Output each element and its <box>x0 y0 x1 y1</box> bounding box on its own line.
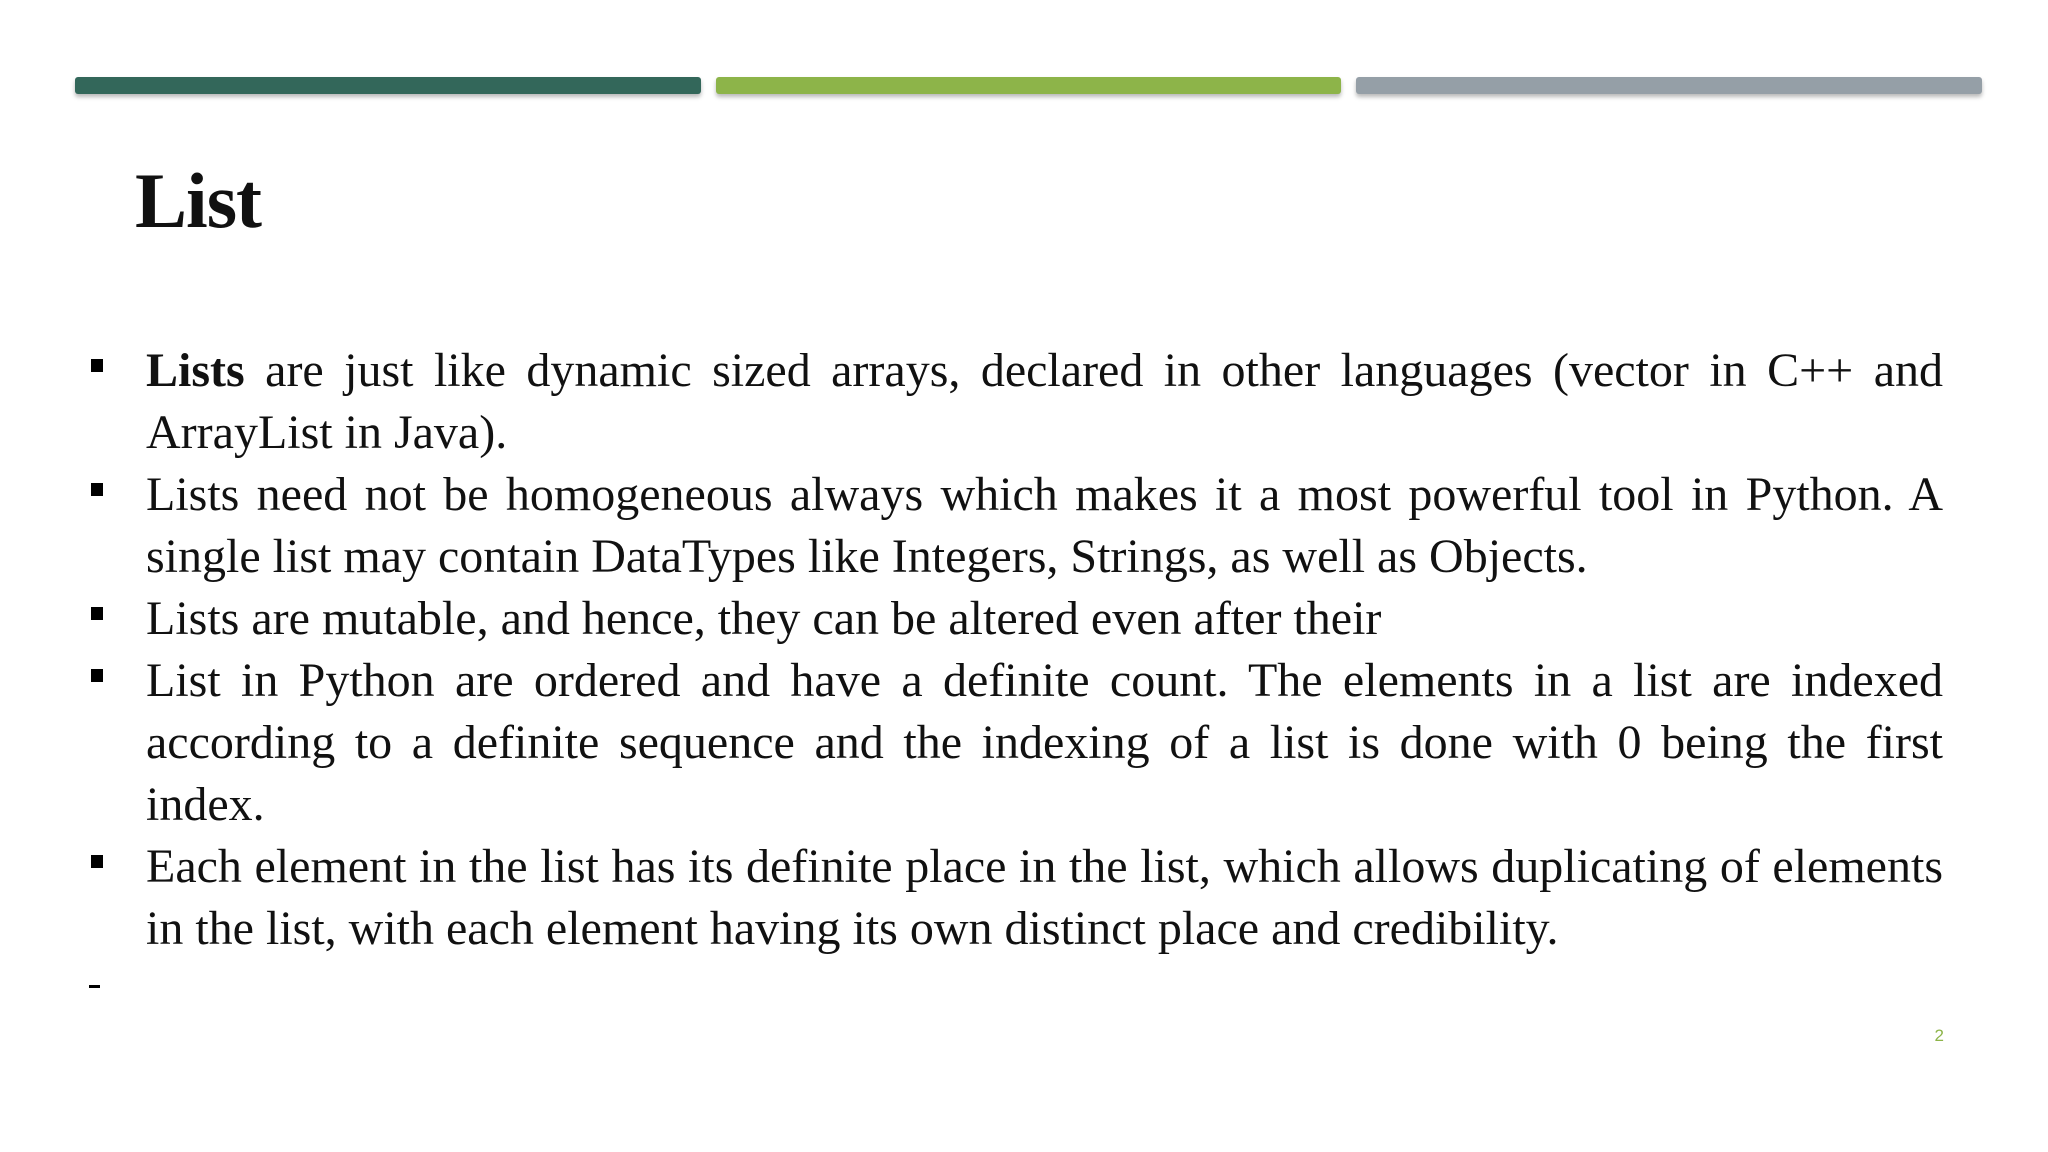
bullet-item-mutable <box>146 588 1943 650</box>
bullet-item-ordered <box>146 650 1943 836</box>
bullet-item-lists-definition <box>146 340 1943 464</box>
bullet-bold-lead: Lists <box>146 344 245 397</box>
bullet-text: Lists need not be homogeneous always which makes it a most powerful tool in Python. A single list may contain DataTypes like Integers, Strings, as well as Objects. <box>146 468 1943 583</box>
accent-bar-gray <box>1356 77 1982 94</box>
bullet-text: are just like dynamic sized arrays, declared in other languages (vector in C++ and ArrayList in Java). <box>146 344 1943 459</box>
bullet-item-homogeneous <box>146 464 1943 588</box>
square-bullet-icon <box>91 483 103 496</box>
bullet-item-duplicates <box>146 836 1943 960</box>
bullet-text: Lists are mutable, and hence, they can be altered even after their <box>146 592 1382 645</box>
slide-title: List <box>135 157 262 244</box>
bullet-list <box>146 340 1943 960</box>
accent-bar-dark-green <box>75 77 701 94</box>
square-bullet-icon <box>91 607 103 620</box>
dash-marker <box>89 985 100 988</box>
square-bullet-icon <box>91 855 103 868</box>
bullet-text: List in Python are ordered and have a definite count. The elements in a list are indexed according to a definite sequence and the indexing of a list is done with 0 being the first index. <box>146 654 1943 831</box>
bullet-text: Each element in the list has its definite place in the list, which allows duplicating of elements in the list, with each element having its own distinct place and credibility. <box>146 840 1943 955</box>
accent-bar-light-green <box>716 77 1341 94</box>
square-bullet-icon <box>91 359 103 372</box>
page-number: 2 <box>1934 1026 1944 1045</box>
square-bullet-icon <box>91 669 103 682</box>
